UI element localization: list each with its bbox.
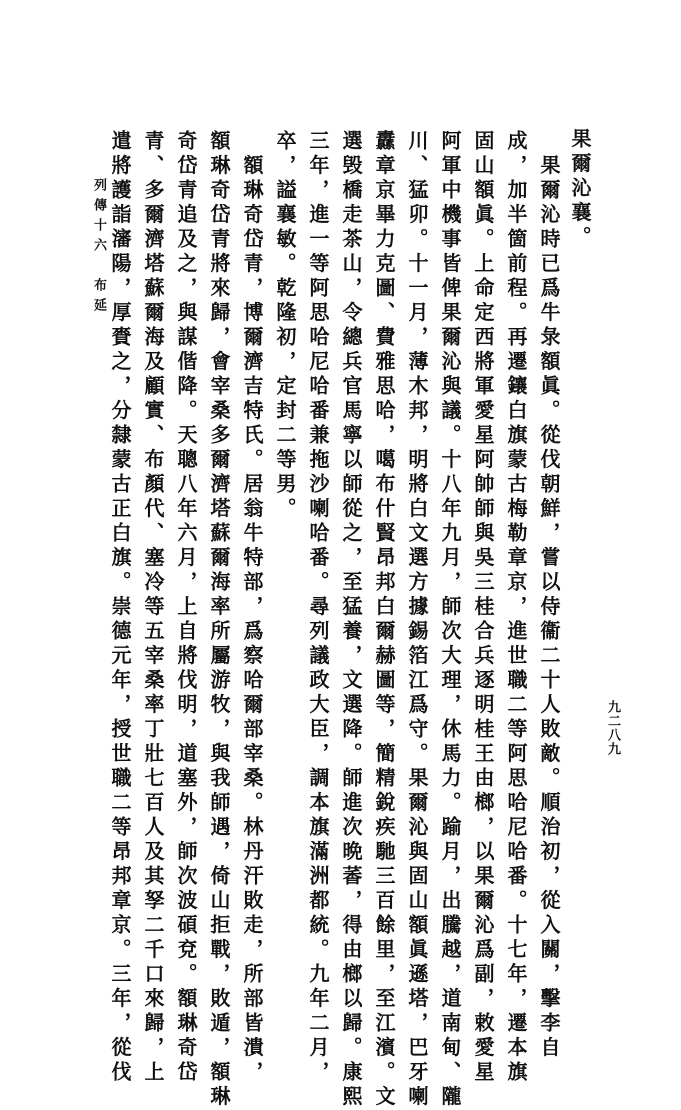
- text-column-7: 纛章京畢力克圖、費雅思哈，噶布什賢昂邦白爾赫圖等，簡精銳疾馳三百餘里，至江濱。文: [372, 130, 396, 1110]
- running-head: 列傳十六 布延: [91, 178, 106, 318]
- text-column-4: 固山額眞。上命定西將軍愛星阿帥師與吳三桂合兵逐明桂王由榔，以果爾沁爲副，敕愛星: [471, 130, 495, 1086]
- page-number: 九二八九: [605, 700, 620, 756]
- text-column-1: 果爾沁襄。: [568, 128, 592, 251]
- text-column-8: 選毁橋走茶山，令總兵官馬寧以師從之，至猛養，文選降。師進次晩萫，得由榔以歸。康熙: [339, 130, 363, 1110]
- text-column-9: 三年，進一等阿思哈尼哈番兼拖沙喇哈番。尋列議政大臣，調本旗滿洲都統。九年二月，: [306, 130, 330, 1086]
- text-column-2: 果爾沁時已爲牛彔額眞。從伐朝鮮，嘗以侍衞二十人敗敵。順治初，從入關，擊李自: [537, 130, 561, 1061]
- text-column-11: 額琳奇岱青，博爾濟吉特氏。居翁牛特部，爲察哈爾部宰桑。林丹汗敗走，所部皆潰，: [240, 130, 264, 1086]
- text-column-5: 阿軍中機事皆俾果爾沁與議。十八年九月，師次大理，休馬力。踰月，出騰越，道南甸、隴: [438, 130, 462, 1110]
- text-column-10: 卒，謚襄敏。乾隆初，定封二等男。: [273, 130, 297, 522]
- text-column-13: 奇岱青追及之，與謀偕降。天聰八年六月，上自將伐明，道塞外，師次波碩兗。額琳奇岱: [174, 130, 198, 1086]
- text-column-12: 額琳奇岱青將來歸，會宰桑多爾濟塔蘇爾海率所屬游牧，與我師遇，倚山拒戰，敗遁，額琳: [207, 130, 231, 1110]
- text-column-15: 遣將護詣瀋陽，厚賚之，分隸蒙古正白旗。崇德元年，授世職二等昂邦章京。三年，從伐: [108, 130, 132, 1086]
- text-column-3: 成，加半箇前程。再遷鑲白旗蒙古梅勒章京，進世職二等阿思哈尼哈番。十七年，遷本旗: [504, 130, 528, 1086]
- text-column-14: 青、多爾濟塔蘇爾海及顧實、布顏代、塞冷等五宰桑率丁壯七百人及其孥二千口來歸，上: [141, 130, 165, 1086]
- text-column-6: 川、猛卯。十一月，薄木邦，明將白文選方據錫箔江爲守。果爾沁與固山額眞遜塔，巴牙喇: [405, 130, 429, 1110]
